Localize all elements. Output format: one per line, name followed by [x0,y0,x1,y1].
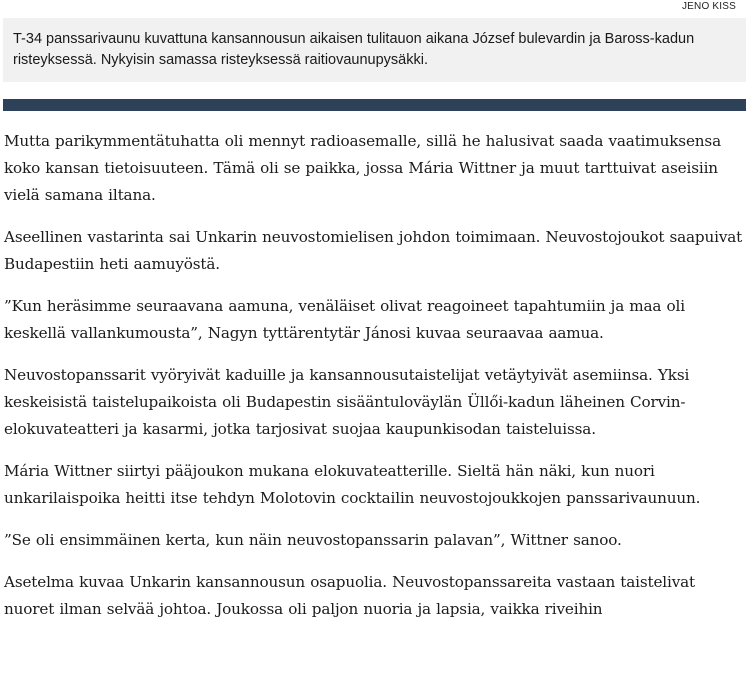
photo-credit-row [0,0,746,20]
section-divider [3,99,746,111]
photo-credit: JENO KISS [681,1,736,12]
article-paragraph: Mária Wittner siirtyi pääjoukon mukana elokuvateatterille. Sieltä hän näki, kun nuori unkarilaispoika heitti itse tehdyn Molotovin cocktailin neuvostojoukkojen panssarivaunuun. [4,462,701,507]
article-body [4,128,746,638]
article-paragraph: Neuvostopanssarit vyöryivät kaduille ja kansannousutaistelijat vetäytyivät asemiinsa. Yksi keskeisistä taistelupaikoista oli Budapestin sisääntuloväylän Üllői-kadun läheinen Corvin-elokuvateatteri ja kasarmi, jotka tarjosivat suojaa kaupunkisodan taisteluissa. [4,366,690,438]
article-paragraph: ”Kun heräsimme seuraavana aamuna, venäläiset olivat reagoineet tapahtumiin ja maa oli keskellä vallankumousta”, Nagyn tyttärentytär Jánosi kuvaa seuraavaa aamua. [4,297,685,342]
article-paragraph: Mutta parikymmentätuhatta oli mennyt radioasemalle, sillä he halusivat saada vaatimuksensa koko kansan tietoisuuteen. Tämä oli se paikka, jossa Mária Wittner ja muut tarttuivat aseisiin vielä samana iltana. [4,132,721,204]
photo-caption: T-34 panssarivaunu kuvattuna kansannousun aikaisen tulitauon aikana József bulevardin ja Baross-kadun risteyksessä. Nykyisin samassa risteyksessä raitiovaunupysäkki. [13,31,695,68]
photo-caption-box [3,18,746,82]
article-paragraph: Aseellinen vastarinta sai Unkarin neuvostomielisen johdon toimimaan. Neuvostojoukot saapuivat Budapestiin heti aamuyöstä. [4,228,743,273]
article-paragraph: ”Se oli ensimmäinen kerta, kun näin neuvostopanssarin palavan”, Wittner sanoo. [4,531,622,549]
article-paragraph: Asetelma kuvaa Unkarin kansannousun osapuolia. Neuvostopanssareita vastaan taistelivat nuoret ilman selvää johtoa. Joukossa oli paljon nuoria ja lapsia, vaikka riveihin [4,573,695,618]
